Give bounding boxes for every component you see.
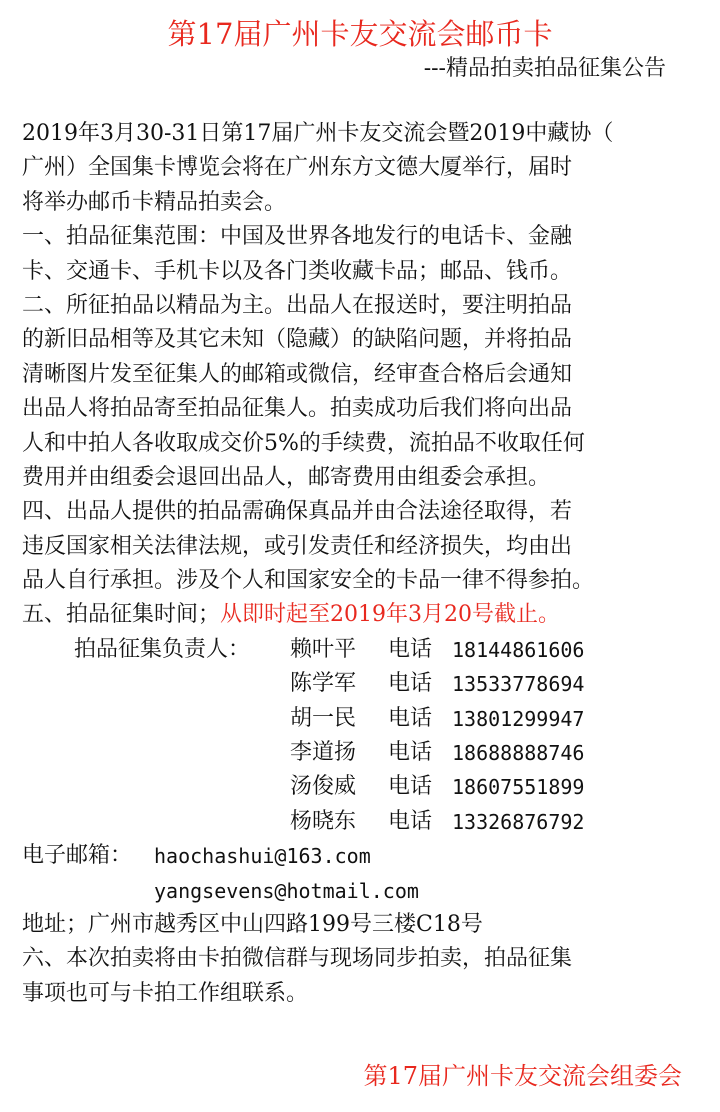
contact-tel-label: 电话 — [388, 636, 433, 662]
page-subtitle: ---精品拍卖拍品征集公告 — [423, 56, 666, 81]
contact-tel-label: 电话 — [388, 740, 433, 766]
email-block — [22, 839, 716, 908]
contact-tel-label: 电话 — [388, 671, 433, 697]
contact-name: 胡一民 — [290, 705, 357, 731]
section-line: 事项也可与卡拍工作组联系。 — [22, 980, 309, 1006]
contact-row — [22, 667, 716, 701]
section-line: 一、拍品征集范围：中国及世界各地发行的电话卡、金融 — [22, 224, 573, 250]
contacts-lead-label: 拍品征集负责人： — [74, 636, 251, 662]
section-line: 清晰图片发至征集人的邮箱或微信，经审查合格后会通知 — [22, 361, 573, 387]
deadline-text: 从即时起至2019年3月20号截止。 — [220, 602, 560, 628]
contact-phone: 13801299947 — [452, 706, 585, 731]
contacts-list — [22, 633, 716, 839]
announcement-body — [22, 117, 716, 1011]
section-scope — [22, 220, 716, 289]
organizer-signature: 第17届广州卡友交流会组委会 — [363, 1062, 682, 1090]
contact-row — [22, 805, 716, 839]
contact-tel-label: 电话 — [388, 808, 433, 834]
section-sync-auction — [22, 942, 716, 1011]
section-line: 违反国家相关法律法规，或引发责任和经济损失，均由出 — [22, 533, 573, 559]
email-row — [22, 874, 716, 908]
contact-phone: 18688888746 — [452, 741, 585, 766]
section-line: 的新旧品相等及其它未知（隐藏）的缺陷问题，并将拍品 — [22, 327, 573, 353]
contact-tel-label: 电话 — [388, 774, 433, 800]
contact-name: 汤俊威 — [290, 774, 357, 800]
section-line: 二、所征拍品以精品为主。出品人在报送时，要注明拍品 — [22, 292, 573, 318]
contact-tel-label: 电话 — [388, 705, 433, 731]
section-line: 人和中拍人各收取成交价5%的手续费，流拍品不收取任何 — [22, 430, 585, 456]
section-line: 品人自行承担。涉及个人和国家安全的卡品一律不得参拍。 — [22, 568, 595, 594]
contact-phone: 13326876792 — [452, 809, 585, 834]
section-line: 六、本次拍卖将由卡拍微信群与现场同步拍卖，拍品征集 — [22, 946, 573, 972]
contact-phone: 18144861606 — [452, 637, 585, 662]
section-line: 卡、交通卡、手机卡以及各门类收藏卡品；邮品、钱币。 — [22, 258, 573, 284]
contact-phone: 18607551899 — [452, 775, 585, 800]
address-line: 地址；广州市越秀区中山四路199号三楼C18号 — [22, 911, 483, 937]
section-requirements — [22, 289, 716, 495]
intro-line: 2019年3月30-31日第17届广州卡友交流会暨2019中藏协（ — [22, 121, 614, 146]
contact-name: 陈学军 — [290, 671, 357, 697]
section-line: 四、出品人提供的拍品需确保真品并由合法途径取得，若 — [22, 499, 573, 525]
contact-row — [22, 770, 716, 804]
email-row — [22, 839, 716, 873]
contact-name: 赖叶平 — [290, 636, 357, 662]
deadline-label: 五、拍品征集时间； — [22, 602, 221, 628]
section-liability — [22, 495, 716, 598]
intro-paragraph — [22, 117, 716, 220]
section-line: 费用并由组委会退回出品人，邮寄费用由组委会承担。 — [22, 464, 551, 490]
contact-name: 李道扬 — [290, 740, 357, 766]
section-deadline — [22, 598, 716, 632]
contact-phone: 13533778694 — [452, 672, 585, 697]
email-address: haochashui@163.com — [154, 844, 371, 869]
contact-row — [22, 736, 716, 770]
contact-row — [22, 702, 716, 736]
contact-row — [22, 633, 716, 667]
contact-name: 杨晓东 — [290, 808, 357, 834]
intro-line: 广州）全国集卡博览会将在广州东方文德大厦举行，届时 — [22, 155, 573, 181]
page-title: 第17届广州卡友交流会邮币卡 — [167, 17, 553, 51]
intro-line: 将举办邮币卡精品拍卖会。 — [22, 189, 287, 215]
section-line: 出品人将拍品寄至拍品征集人。拍卖成功后我们将向出品 — [22, 396, 573, 422]
email-address: yangsevens@hotmail.com — [154, 878, 419, 903]
email-label: 电子邮箱： — [22, 843, 133, 869]
